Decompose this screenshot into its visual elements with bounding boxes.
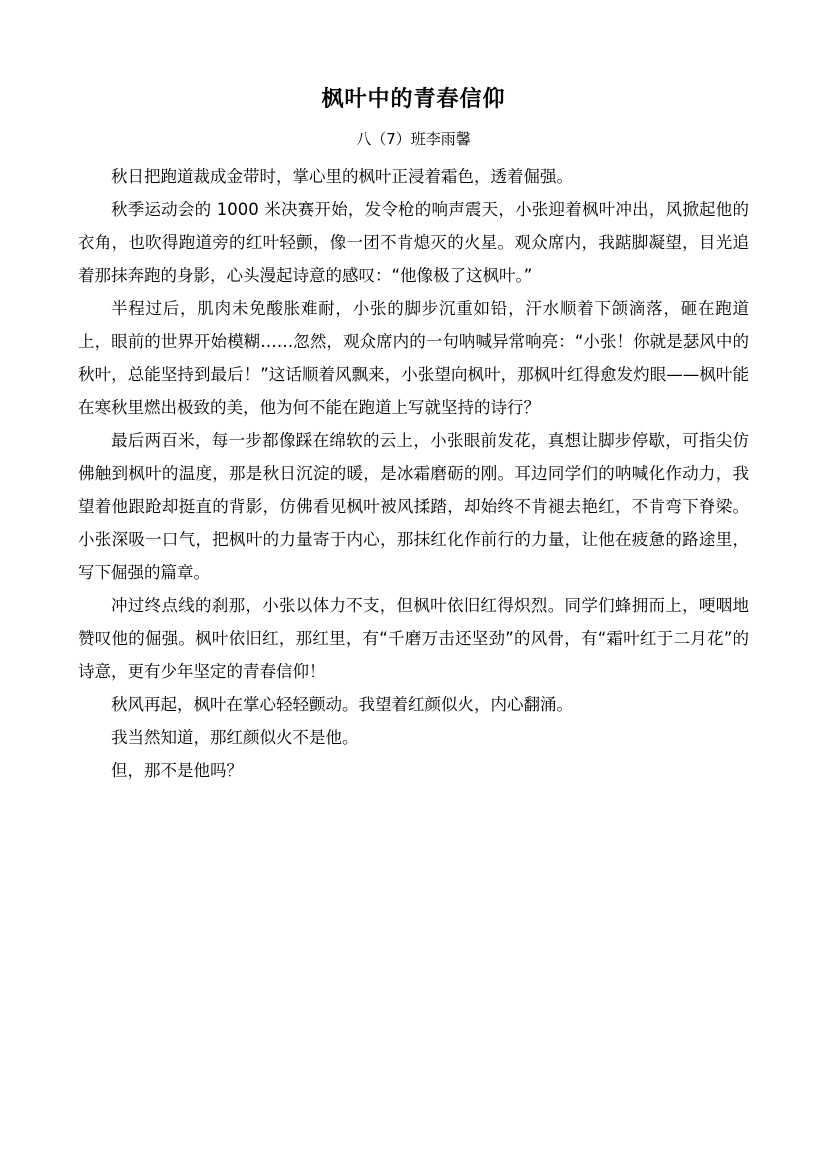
paragraph: 半程过后，肌肉未免酸胀难耐，小张的脚步沉重如铅，汗水顺着下颌滴落，砸在跑道上，眼前的世界开始模糊……忽然，观众席内的一句呐喊异常响亮：“小张！你就是瑟风中的秋叶，总能坚持到最后！”这话顺着风飘来，小张望向枫叶，那枫叶红得愈发灼眼——枫叶能在寒秋里燃出极致的美，他为何不能在跑道上写就坚持的诗行？ [78,298,749,417]
paragraph: 秋季运动会的 1000 米决赛开始，发令枪的响声震天，小张迎着枫叶冲出，风掀起他的衣角，也吹得跑道旁的红叶轻颤，像一团不肯熄灭的火星。观众席内，我踮脚凝望，目光追着那抹奔跑的身影，心头漫起诗意的感叹：“他像极了这枫叶。” [78,199,749,285]
byline: 八（7）班李雨馨 [356,129,471,148]
paragraph: 我当然知道，那红颜似火不是他。 [111,727,359,747]
paragraph: 但，那不是他吗？ [111,760,243,780]
paragraph: 冲过终点线的刹那，小张以体力不支，但枫叶依旧红得炽烈。同学们蜂拥而上，哽咽地赞叹他的倔强。枫叶依旧红，那红里，有“千磨万击还坚劲”的风骨，有“霜叶红于二月花”的诗意，更有少年坚定的青春信仰！ [78,595,749,681]
paragraph: 秋风再起，枫叶在掌心轻轻颤动。我望着红颜似火，内心翻涌。 [111,694,573,714]
paragraph: 秋日把跑道裁成金带时，掌心里的枫叶正浸着霜色，透着倔强。 [111,166,573,186]
paragraph: 最后两百米，每一步都像踩在绵软的云上，小张眼前发花，真想让脚步停歇，可指尖仿佛触到枫叶的温度，那是秋日沉淀的暖，是冰霜磨砺的刚。耳边同学们的呐喊化作动力，我望着他跟跄却挺直的背影，仿佛看见枫叶被风揉踏，却始终不肯褪去艳红，不肯弯下脊梁。小张深吸一口气，把枫叶的力量寄于内心，那抹红化作前行的力量，让他在疲惫的路途里，写下倔强的篇章。 [78,430,749,582]
page-title: 枫叶中的青春信仰 [321,87,506,112]
